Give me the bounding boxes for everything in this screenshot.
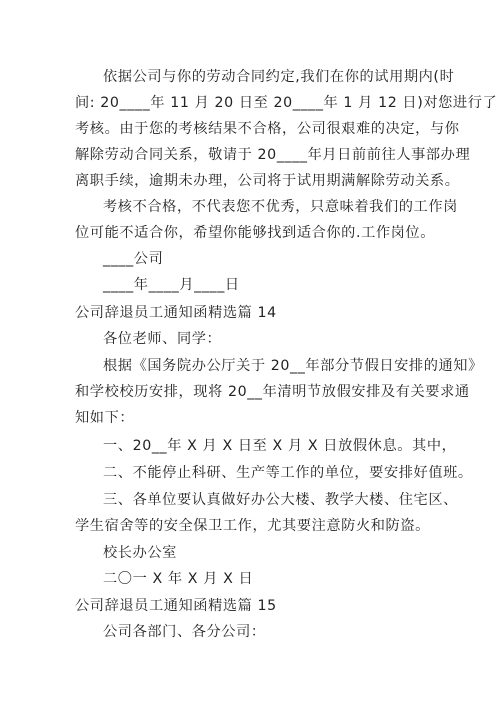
list-item-continuation: 学生宿舍等的安全保卫工作，尤其要注意防火和防盗。 xyxy=(75,518,430,534)
salutation: 各位老师、同学： xyxy=(103,331,222,347)
paragraph-line: 解除劳动合同关系，敬请于 20____年月日前前往人事部办理 xyxy=(75,147,471,163)
paragraph-line: 和学校校历安排，现将 20__年清明节放假安排及有关要求通 xyxy=(75,384,470,400)
paragraph-line: 依据公司与你的劳动合同约定,我们在你的试用期内(时 xyxy=(103,69,455,85)
salutation: 公司各部门、各分公司： xyxy=(103,624,266,640)
list-item: 一、20__年 X 月 X 日至 X 月 X 日放假休息。其中， xyxy=(103,438,457,454)
paragraph-line: 间: 20____年 11 月 20 日至 20____年 1 月 12 日)对您进行了 xyxy=(75,95,498,111)
date-line: 二〇一 X 年 X 月 X 日 xyxy=(103,571,254,587)
list-item: 三、各单位要认真做好办公大楼、教学大楼、住宅区、 xyxy=(103,492,458,508)
paragraph-line: 考核不合格，不代表您不优秀，只意味着我们的工作岗 xyxy=(103,199,458,215)
signature-date: ____年____月____日 xyxy=(103,277,240,293)
paragraph-line: 离职手续，逾期未办理，公司将于试用期满解除劳动关系。 xyxy=(75,173,460,189)
paragraph-line: 考核。由于您的考核结果不合格，公司很艰难的决定，与你 xyxy=(75,121,460,137)
paragraph-line: 知如下： xyxy=(75,410,135,426)
section-heading: 公司辞退员工通知函精选篇 14 xyxy=(75,305,277,321)
paragraph-line: 位可能不适合你，希望你能够找到适合你的.工作岗位。 xyxy=(75,225,436,241)
list-item: 二、不能停止科研、生产等工作的单位，要安排好值班。 xyxy=(103,465,473,481)
paragraph-line: 根据《国务院办公厅关于 20__年部分节假日安排的通知》 xyxy=(103,358,483,374)
sender: 校长办公室 xyxy=(103,545,177,561)
signature-company: ____公司 xyxy=(103,251,164,267)
section-heading: 公司辞退员工通知函精选篇 15 xyxy=(75,598,277,614)
